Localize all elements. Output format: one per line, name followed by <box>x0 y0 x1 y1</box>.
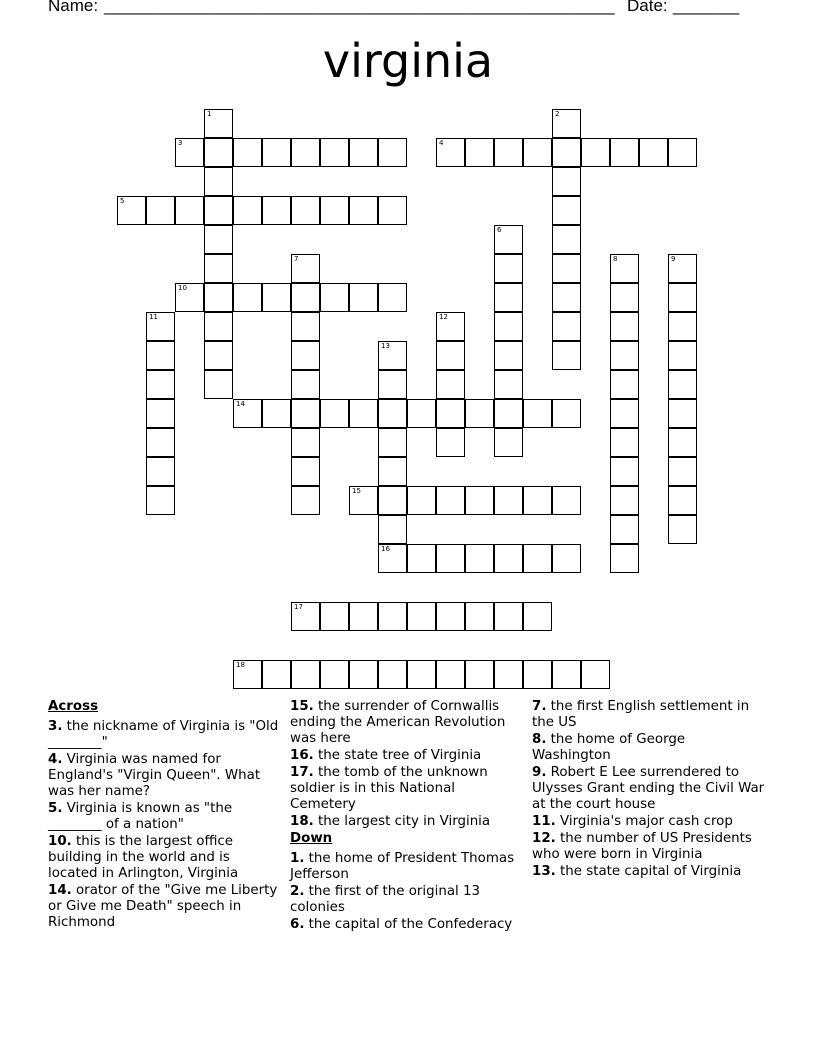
grid-cell[interactable] <box>378 196 407 225</box>
grid-cell[interactable] <box>349 283 378 312</box>
grid-cell[interactable] <box>204 254 233 283</box>
grid-cell[interactable] <box>378 399 407 428</box>
grid-cell[interactable] <box>494 486 523 515</box>
grid-cell[interactable] <box>320 602 349 631</box>
grid-cell[interactable] <box>668 283 697 312</box>
clue-across-14: 14. orator of the "Give me Liberty or Give me Death" speech in Richmond <box>48 883 278 930</box>
clue-down-9: 9. Robert E Lee surrendered to Ulysses Grant ending the Civil War at the court house <box>532 765 765 812</box>
clue-column-3 <box>532 699 768 881</box>
grid-cell[interactable] <box>436 602 465 631</box>
grid-cell[interactable] <box>552 254 581 283</box>
cell-number: 15 <box>352 487 361 495</box>
grid-cell[interactable] <box>291 486 320 515</box>
grid-cell[interactable] <box>523 486 552 515</box>
grid-cell[interactable] <box>668 515 697 544</box>
grid-cell[interactable] <box>610 312 639 341</box>
grid-cell[interactable] <box>378 457 407 486</box>
grid-cell[interactable] <box>320 196 349 225</box>
grid-cell[interactable] <box>378 544 407 573</box>
grid-cell[interactable] <box>436 138 465 167</box>
grid-cell[interactable] <box>204 167 233 196</box>
grid-cell[interactable] <box>668 254 697 283</box>
grid-cell[interactable] <box>146 341 175 370</box>
grid-cell[interactable] <box>552 225 581 254</box>
grid-cell[interactable] <box>436 486 465 515</box>
clue-down-8: 8. the home of George Washington <box>532 732 686 763</box>
grid-cell[interactable] <box>494 399 523 428</box>
grid-cell[interactable] <box>204 138 233 167</box>
grid-cell[interactable] <box>668 370 697 399</box>
cell-number: 4 <box>439 139 444 147</box>
clue-down-11: 11. Virginia's major cash crop <box>532 814 733 829</box>
grid-cell[interactable] <box>523 660 552 689</box>
grid-cell[interactable] <box>523 399 552 428</box>
grid-cell[interactable] <box>668 486 697 515</box>
grid-cell[interactable] <box>291 254 320 283</box>
grid-cell[interactable] <box>552 544 581 573</box>
grid-cell[interactable] <box>378 283 407 312</box>
grid-cell[interactable] <box>523 544 552 573</box>
cell-number: 7 <box>294 255 299 263</box>
clue-across-15: 15. the surrender of Cornwallis ending the American Revolution was here <box>290 699 506 746</box>
grid-cell[interactable] <box>291 196 320 225</box>
down-heading: Down <box>290 831 333 846</box>
cell-number: 6 <box>497 226 502 234</box>
grid-cell[interactable] <box>610 486 639 515</box>
grid-cell[interactable] <box>204 370 233 399</box>
grid-cell[interactable] <box>552 341 581 370</box>
grid-cell[interactable] <box>552 486 581 515</box>
cell-number: 10 <box>178 284 187 292</box>
grid-cell[interactable] <box>146 312 175 341</box>
grid-cell[interactable] <box>465 544 494 573</box>
grid-cell[interactable] <box>378 428 407 457</box>
grid-cell[interactable] <box>668 341 697 370</box>
grid-cell[interactable] <box>146 457 175 486</box>
grid-cell[interactable] <box>320 283 349 312</box>
grid-cell[interactable] <box>146 370 175 399</box>
cell-number: 11 <box>149 313 158 321</box>
cell-number: 1 <box>207 110 212 118</box>
grid-cell[interactable] <box>291 138 320 167</box>
grid-cell[interactable] <box>233 138 262 167</box>
grid-cell[interactable] <box>668 138 697 167</box>
date-label: Date: <box>627 0 668 15</box>
grid-cell[interactable] <box>436 660 465 689</box>
grid-cell[interactable] <box>262 399 291 428</box>
grid-cell[interactable] <box>291 283 320 312</box>
grid-cell[interactable] <box>465 138 494 167</box>
grid-cell[interactable] <box>320 660 349 689</box>
grid-cell[interactable] <box>233 399 262 428</box>
grid-cell[interactable] <box>291 399 320 428</box>
grid-cell[interactable] <box>494 370 523 399</box>
grid-cell[interactable] <box>291 602 320 631</box>
cell-number: 17 <box>294 603 303 611</box>
grid-cell[interactable] <box>552 196 581 225</box>
cell-number: 2 <box>555 110 560 118</box>
grid-cell[interactable] <box>610 428 639 457</box>
grid-cell[interactable] <box>378 486 407 515</box>
grid-cell[interactable] <box>552 283 581 312</box>
grid-cell[interactable] <box>668 428 697 457</box>
date-line[interactable]: _______ <box>673 0 740 15</box>
cell-number: 12 <box>439 313 448 321</box>
grid-cell[interactable] <box>262 660 291 689</box>
cell-number: 9 <box>671 255 676 263</box>
grid-cell[interactable] <box>175 196 204 225</box>
grid-cell[interactable] <box>262 196 291 225</box>
cell-number: 13 <box>381 342 390 350</box>
grid-cell[interactable] <box>204 109 233 138</box>
grid-cell[interactable] <box>552 109 581 138</box>
cell-number: 8 <box>613 255 618 263</box>
grid-cell[interactable] <box>610 515 639 544</box>
name-line[interactable]: ______________________________________________________ <box>104 0 615 15</box>
grid-cell[interactable] <box>291 457 320 486</box>
grid-cell[interactable] <box>552 167 581 196</box>
grid-cell[interactable] <box>407 486 436 515</box>
grid-cell[interactable] <box>175 283 204 312</box>
grid-cell[interactable] <box>378 515 407 544</box>
across-heading: Across <box>48 699 99 714</box>
clue-across-18: 18. the largest city in Virginia <box>290 814 491 829</box>
grid-cell[interactable] <box>494 544 523 573</box>
grid-cell[interactable] <box>494 312 523 341</box>
grid-cell[interactable] <box>291 660 320 689</box>
grid-cell[interactable] <box>407 544 436 573</box>
clue-down-12: 12. the number of US Presidents who were born in Virginia <box>532 831 752 862</box>
grid-cell[interactable] <box>436 312 465 341</box>
grid-cell[interactable] <box>204 225 233 254</box>
grid-cell[interactable] <box>494 660 523 689</box>
grid-cell[interactable] <box>378 660 407 689</box>
grid-cell[interactable] <box>146 428 175 457</box>
grid-cell[interactable] <box>262 283 291 312</box>
grid-cell[interactable] <box>465 660 494 689</box>
grid-cell[interactable] <box>146 486 175 515</box>
grid-cell[interactable] <box>436 399 465 428</box>
grid-cell[interactable] <box>465 486 494 515</box>
grid-cell[interactable] <box>378 602 407 631</box>
clue-across-10: 10. this is the largest office building in the world and is located in Arlington, Virginia <box>48 834 239 881</box>
grid-cell[interactable] <box>349 196 378 225</box>
grid-cell[interactable] <box>349 399 378 428</box>
grid-cell[interactable] <box>494 341 523 370</box>
grid-cell[interactable] <box>552 660 581 689</box>
grid-cell[interactable] <box>668 399 697 428</box>
clue-down-7: 7. the first English settlement in the US <box>532 699 750 730</box>
grid-cell[interactable] <box>262 138 291 167</box>
grid-cell[interactable] <box>668 457 697 486</box>
grid-cell[interactable] <box>610 283 639 312</box>
clue-across-17: 17. the tomb of the unknown soldier is in this National Cemetery <box>290 765 488 812</box>
grid-cell[interactable] <box>146 196 175 225</box>
clue-down-13: 13. the state capital of Virginia <box>532 864 742 879</box>
clue-down-6: 6. the capital of the Confederacy <box>290 917 513 932</box>
cell-number: 3 <box>178 139 183 147</box>
grid-cell[interactable] <box>378 370 407 399</box>
grid-cell[interactable] <box>523 602 552 631</box>
grid-cell[interactable] <box>581 660 610 689</box>
grid-cell[interactable] <box>378 341 407 370</box>
grid-cell[interactable] <box>494 225 523 254</box>
grid-cell[interactable] <box>146 399 175 428</box>
grid-cell[interactable] <box>407 399 436 428</box>
grid-cell[interactable] <box>291 341 320 370</box>
grid-cell[interactable] <box>407 602 436 631</box>
clue-column-2 <box>290 699 522 934</box>
grid-cell[interactable] <box>407 660 436 689</box>
grid-cell[interactable] <box>552 312 581 341</box>
name-label: Name: <box>48 0 99 15</box>
grid-cell[interactable] <box>349 602 378 631</box>
grid-cell[interactable] <box>610 457 639 486</box>
grid-cell[interactable] <box>581 138 610 167</box>
clue-across-16: 16. the state tree of Virginia <box>290 748 482 763</box>
puzzle-title: virginia <box>322 34 494 88</box>
grid-cell[interactable] <box>610 399 639 428</box>
grid-cell[interactable] <box>668 312 697 341</box>
grid-cell[interactable] <box>320 399 349 428</box>
grid-cell[interactable] <box>204 312 233 341</box>
grid-cell[interactable] <box>610 544 639 573</box>
grid-cell[interactable] <box>436 341 465 370</box>
cell-number: 18 <box>236 661 245 669</box>
clue-column-1 <box>48 699 280 932</box>
grid-cell[interactable] <box>436 370 465 399</box>
grid-cell[interactable] <box>349 660 378 689</box>
grid-cell[interactable] <box>291 428 320 457</box>
clue-down-1: 1. the home of President Thomas Jefferson <box>290 851 515 882</box>
grid-cell[interactable] <box>117 196 146 225</box>
grid-cell[interactable] <box>523 138 552 167</box>
grid-cell[interactable] <box>552 399 581 428</box>
grid-cell[interactable] <box>233 660 262 689</box>
grid-cell[interactable] <box>291 312 320 341</box>
grid-cell[interactable] <box>378 138 407 167</box>
grid-cell[interactable] <box>639 138 668 167</box>
grid-cell[interactable] <box>233 196 262 225</box>
grid-cell[interactable] <box>494 254 523 283</box>
grid-cell[interactable] <box>349 138 378 167</box>
clue-across-4: 4. Virginia was named for England's "Virgin Queen". What was her name? <box>48 752 261 799</box>
grid-cell[interactable] <box>204 196 233 225</box>
grid-cell[interactable] <box>465 602 494 631</box>
cell-number: 16 <box>381 545 390 553</box>
grid-cell[interactable] <box>610 370 639 399</box>
clue-across-3: 3. the nickname of Virginia is "Old ________" <box>48 719 279 750</box>
grid-cell[interactable] <box>465 399 494 428</box>
grid-cell[interactable] <box>494 428 523 457</box>
grid-cell[interactable] <box>552 138 581 167</box>
grid-cell[interactable] <box>320 138 349 167</box>
grid-cell[interactable] <box>291 370 320 399</box>
grid-cell[interactable] <box>610 341 639 370</box>
clue-down-2: 2. the first of the original 13 colonies <box>290 884 481 915</box>
grid-cell[interactable] <box>204 283 233 312</box>
grid-cell[interactable] <box>436 428 465 457</box>
grid-cell[interactable] <box>233 283 262 312</box>
cell-number: 5 <box>120 197 125 205</box>
grid-cell[interactable] <box>349 486 378 515</box>
grid-cell[interactable] <box>175 138 204 167</box>
grid-cell[interactable] <box>494 602 523 631</box>
clue-across-5: 5. Virginia is known as "the ________ of a nation" <box>48 801 233 832</box>
grid-cell[interactable] <box>610 254 639 283</box>
grid-cell[interactable] <box>204 341 233 370</box>
grid-cell[interactable] <box>494 138 523 167</box>
grid-cell[interactable] <box>436 544 465 573</box>
grid-cell[interactable] <box>610 138 639 167</box>
cell-number: 14 <box>236 400 245 408</box>
grid-cell[interactable] <box>494 283 523 312</box>
